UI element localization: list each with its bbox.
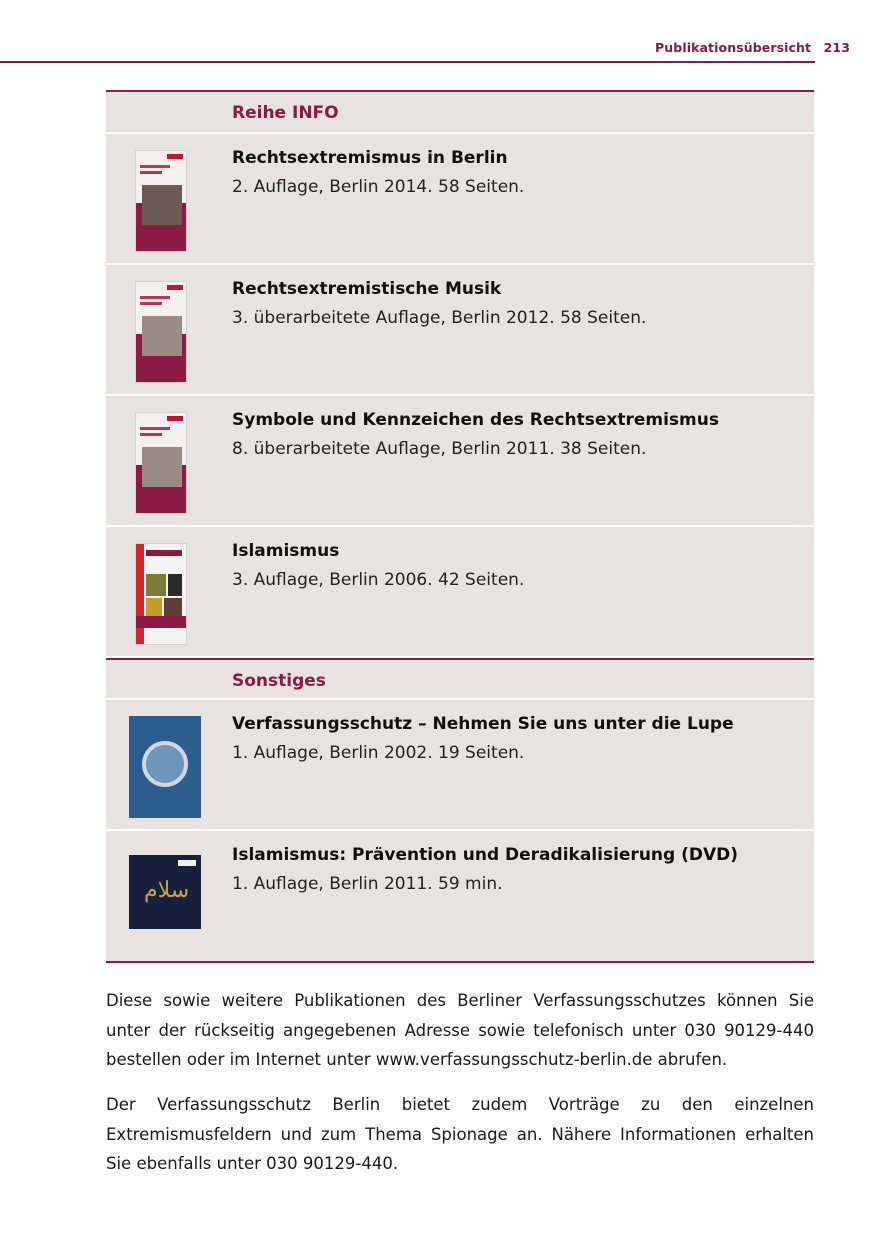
publication-row [106, 265, 814, 396]
publication-title: Verfassungsschutz – Nehmen Sie uns unter die Lupe [232, 714, 734, 734]
publication-row [106, 396, 814, 527]
section-title: Publikationsübersicht [655, 40, 812, 55]
publication-details: 2. Auflage, Berlin 2014. 58 Seiten. [232, 177, 525, 197]
publication-title: Symbole und Kennzeichen des Rechtsextremismus [232, 410, 719, 430]
publication-details: 1. Auflage, Berlin 2002. 19 Seiten. [232, 743, 525, 763]
publication-details: 1. Auflage, Berlin 2011. 59 min. [232, 874, 503, 894]
page-number: 213 [823, 40, 850, 55]
lectures-info-paragraph: Der Verfassungsschutz Berlin bietet zudem Vorträge zu den einzelnen Extremismusfeldern und zum Thema Spionage an. Nähere Informationen erhalten Sie ebenfalls unter 030 90129-440. [106, 1095, 814, 1173]
cover-thumbnail [135, 150, 187, 252]
publication-title: Islamismus [232, 541, 340, 561]
publication-row [106, 831, 814, 961]
publication-row [106, 700, 814, 831]
cover-thumbnail [135, 412, 187, 514]
publication-details: 3. überarbeitete Auflage, Berlin 2012. 58 Seiten. [232, 308, 647, 328]
magnifier-icon [142, 741, 188, 787]
running-header [655, 40, 850, 55]
cover-thumbnail [135, 543, 187, 645]
section-heading-sonstiges [106, 658, 814, 700]
publication-row [106, 134, 814, 265]
publication-title: Rechtsextremismus in Berlin [232, 148, 508, 168]
publication-title: Rechtsextremistische Musik [232, 279, 502, 299]
publication-details: 8. überarbeitete Auflage, Berlin 2011. 38 Seiten. [232, 439, 647, 459]
publication-details: 3. Auflage, Berlin 2006. 42 Seiten. [232, 570, 525, 590]
publication-table [106, 90, 814, 963]
cover-thumbnail [135, 281, 187, 383]
dvd-cover-thumbnail [129, 855, 201, 929]
section-heading-reihe-info [106, 92, 814, 134]
order-info-paragraph: Diese sowie weitere Publikationen des Berliner Verfassungsschutzes können Sie unter der rückseitig angegebenen Adresse sowie telefonisch unter 030 90129-440 bestellen oder im Internet unter www.verfassungsschutz-berlin.de abrufen. [106, 991, 814, 1069]
header-rule [0, 61, 815, 63]
publication-title: Islamismus: Prävention und Deradikalisierung (DVD) [232, 845, 739, 865]
cover-thumbnail [129, 716, 201, 818]
section-heading-label: Sonstiges [232, 671, 326, 691]
cover-arabic-text: سلام [144, 878, 190, 903]
section-heading-label: Reihe INFO [232, 103, 339, 123]
publication-row [106, 527, 814, 658]
